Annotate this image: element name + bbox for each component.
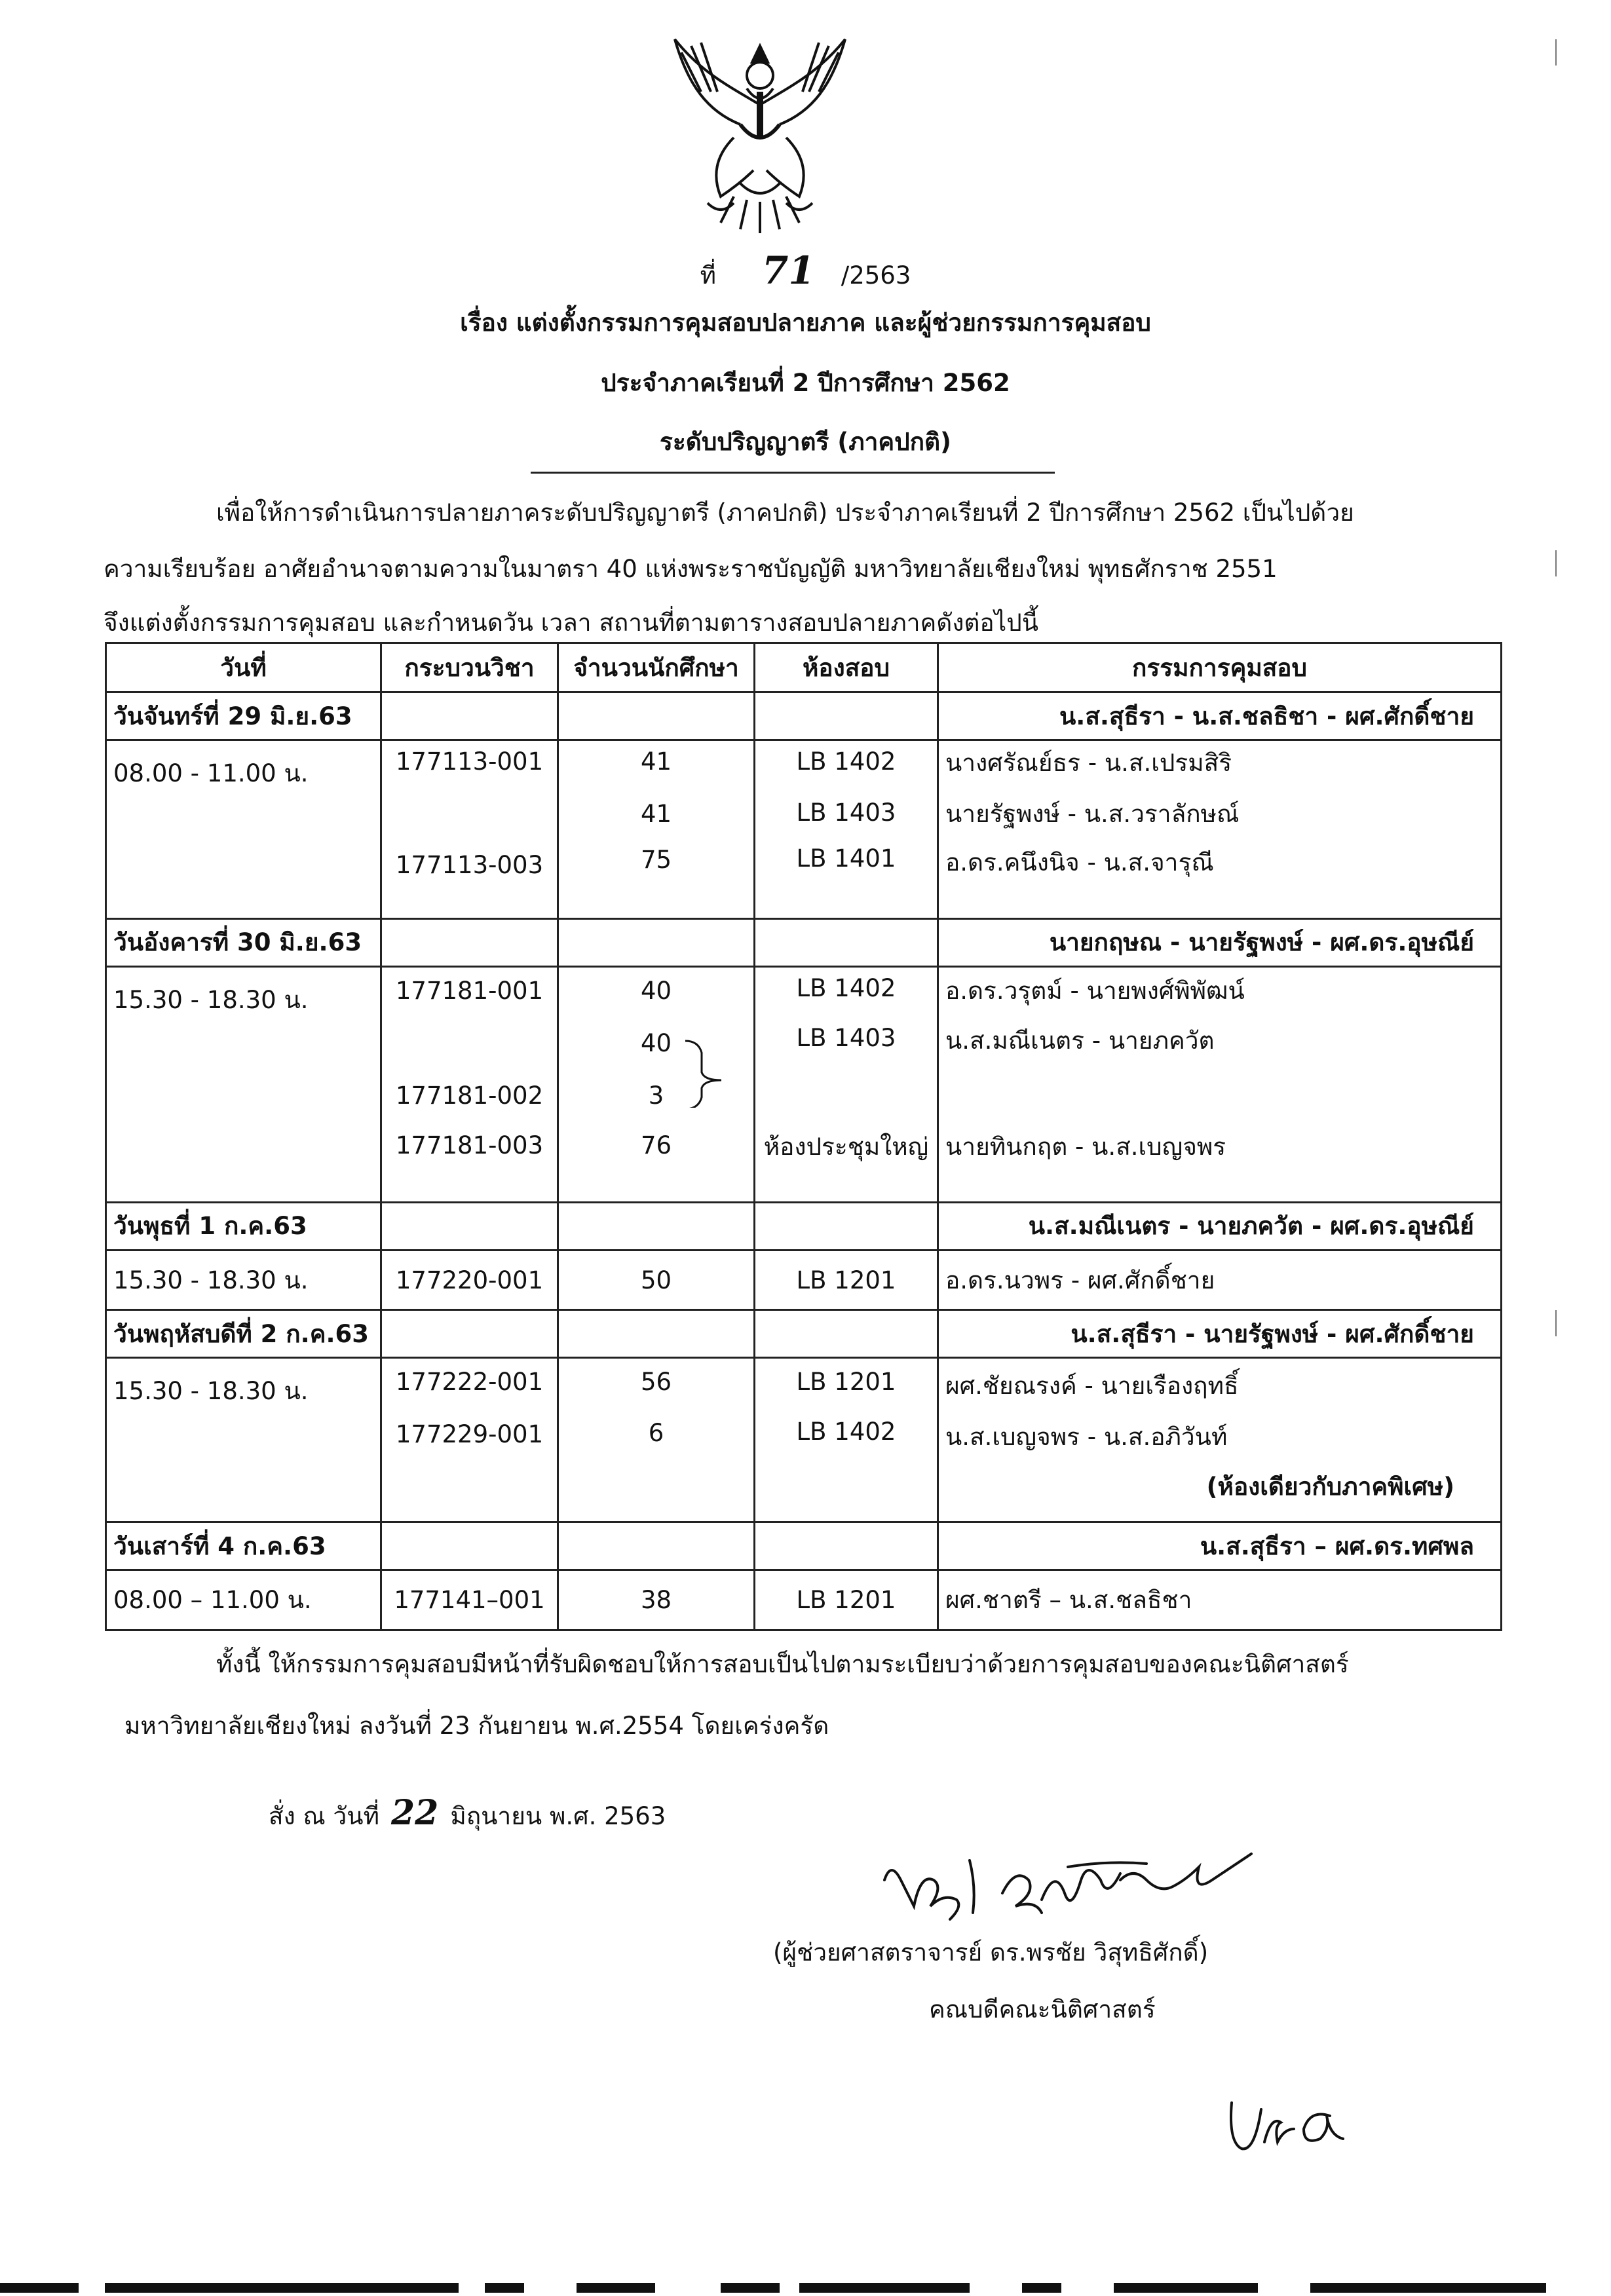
day-row [106, 1202, 1502, 1250]
proctor-names: นายรัฐพงษ์ - น.ส.วราลักษณ์ [945, 800, 1240, 829]
day-row [106, 1310, 1502, 1358]
table-row [106, 740, 1502, 919]
signer-name: (ผู้ช่วยศาสตราจารย์ ดร.พรชัย วิสุทธิศักดิ์) [773, 1938, 1209, 1967]
level-line: ระดับปริญญาตรี (ภาคปกติ) [660, 428, 951, 456]
table-row [106, 1358, 1502, 1522]
day-label: วันอังคารที่ 30 มิ.ย.63 [106, 918, 381, 966]
head-committee: น.ส.สุธีรา - น.ส.ชลธิชา - ผศ.ศักดิ์ชาย [938, 692, 1502, 740]
exam-schedule-table [105, 642, 1502, 1631]
handwritten-initials-icon [1219, 2090, 1363, 2162]
col-header-room: ห้องสอบ [755, 643, 938, 692]
day-row [106, 918, 1502, 966]
course-code: 177113-003 [395, 851, 544, 880]
exam-room: ห้องประชุมใหญ่ [763, 1132, 929, 1161]
head-committee: น.ส.มณีเนตร - นายภควัต - ผศ.ดร.อุษณีย์ [938, 1202, 1502, 1250]
exam-time: 15.30 - 18.30 น. [106, 966, 381, 1202]
table-row [106, 1570, 1502, 1630]
col-header-course: กระบวนวิชา [381, 643, 558, 692]
student-count: 76 [640, 1131, 672, 1159]
garuda-emblem-icon [662, 26, 858, 242]
table-row [106, 966, 1502, 1202]
exam-room: LB 1403 [796, 1023, 896, 1052]
order-date-suffix: มิถุนายน พ.ศ. 2563 [450, 1802, 666, 1830]
day-label: วันพุธที่ 1 ก.ค.63 [106, 1202, 381, 1250]
scan-edge-marks [0, 2280, 1611, 2296]
proctor-names: อ.ดร.คนึงนิจ - น.ส.จารุณี [945, 848, 1214, 877]
doc-number-prefix: ที่ [700, 261, 717, 290]
title-divider [531, 472, 1055, 474]
student-count: 40 [640, 1028, 672, 1057]
semester-line: ประจำภาคเรียนที่ 2 ปีการศึกษา 2562 [601, 369, 1010, 397]
footer-paragraph-1: ทั้งนี้ ให้กรรมการคุมสอบมีหน้าที่รับผิดชอบให้การสอบเป็นไปตามระเบียบว่าด้วยการคุมสอบของคณะนิติศาสตร์ [216, 1650, 1349, 1678]
course-code: 177220-001 [381, 1250, 558, 1310]
course-code: 177181-001 [395, 976, 544, 1005]
proctor-names: อ.ดร.วรุตม์ - นายพงศ์พิพัฒน์ [945, 976, 1245, 1005]
intro-paragraph-3: จึงแต่งตั้งกรรมการคุมสอบ และกำหนดวัน เวลา สถานที่ตามตารางสอบปลายภาคดังต่อไปนี้ [104, 609, 1039, 637]
student-count: 38 [558, 1570, 755, 1630]
student-count: 3 [648, 1081, 664, 1110]
exam-room: LB 1201 [796, 1368, 896, 1397]
order-day-handwritten: 22 [390, 1793, 439, 1833]
proctor-names: น.ส.เบญจพร - น.ส.อภิวันท์ [945, 1423, 1228, 1452]
col-header-committee: กรรมการคุมสอบ [938, 643, 1502, 692]
exam-room: LB 1201 [755, 1570, 938, 1630]
subject-line: เรื่อง แต่งตั้งกรรมการคุมสอบปลายภาค และผู้ช่วยกรรมการคุมสอบ [460, 309, 1151, 337]
exam-time: 08.00 - 11.00 น. [106, 740, 381, 919]
exam-time: 08.00 – 11.00 น. [106, 1570, 381, 1630]
student-count: 41 [640, 747, 672, 776]
proctor-names: นายทินกฤต - น.ส.เบญจพร [945, 1132, 1226, 1161]
proctor-names: นางศรัณย์ธร - น.ส.เปรมสิริ [945, 749, 1232, 778]
student-count: 40 [640, 976, 672, 1005]
student-count: 56 [640, 1368, 672, 1397]
doc-number-handwritten: 71 [762, 248, 815, 293]
proctor-names: ผศ.ชาตรี – น.ส.ชลธิชา [938, 1570, 1502, 1630]
course-code: 177181-002 [395, 1081, 544, 1110]
day-row [106, 1522, 1502, 1570]
student-count: 6 [648, 1419, 664, 1448]
exam-room: LB 1403 [796, 799, 896, 827]
day-row [106, 692, 1502, 740]
table-header-row [106, 643, 1502, 692]
proctor-names: น.ส.มณีเนตร - นายภควัต [945, 1026, 1215, 1055]
bracket-icon [682, 1036, 741, 1108]
order-date [269, 1793, 666, 1833]
signature-icon [871, 1841, 1278, 1946]
student-count: 50 [558, 1250, 755, 1310]
table-row [106, 1250, 1502, 1310]
document-number [0, 248, 1611, 293]
exam-time: 15.30 - 18.30 น. [106, 1358, 381, 1522]
head-committee: น.ส.สุธีรา - นายรัฐพงษ์ - ผศ.ศักดิ์ชาย [938, 1310, 1502, 1358]
col-header-date: วันที่ [106, 643, 381, 692]
intro-paragraph-1: เพื่อให้การดำเนินการปลายภาคระดับปริญญาตรี (ภาคปกติ) ประจำภาคเรียนที่ 2 ปีการศึกษา 2562 เป็นไปด้วย [216, 499, 1354, 527]
signer-position: คณบดีคณะนิติศาสตร์ [929, 1995, 1156, 2023]
exam-room: LB 1402 [796, 1418, 896, 1446]
scan-margin-mark [1555, 1310, 1557, 1336]
proctor-names: อ.ดร.นวพร - ผศ.ศักดิ์ชาย [938, 1250, 1502, 1310]
col-header-students: จำนวนนักศึกษา [558, 643, 755, 692]
day-label: วันเสาร์ที่ 4 ก.ค.63 [106, 1522, 381, 1570]
exam-room: LB 1402 [796, 747, 896, 776]
course-code: 177181-003 [395, 1131, 544, 1159]
room-note: (ห้องเดียวกับภาคพิเศษ) [1206, 1473, 1454, 1501]
proctor-names: ผศ.ชัยณรงค์ - นายเรืองฤทธิ์ [945, 1372, 1239, 1401]
day-label: วันจันทร์ที่ 29 มิ.ย.63 [106, 692, 381, 740]
head-committee: นายกฤษณ - นายรัฐพงษ์ - ผศ.ดร.อุษณีย์ [938, 918, 1502, 966]
student-count: 75 [640, 846, 672, 875]
doc-number-suffix: /2563 [841, 261, 911, 290]
course-code: 177229-001 [395, 1420, 544, 1449]
exam-room: LB 1401 [796, 844, 896, 873]
scan-margin-mark [1555, 550, 1557, 576]
course-code: 177222-001 [395, 1368, 544, 1397]
course-code: 177141–001 [381, 1570, 558, 1630]
footer-paragraph-2: มหาวิทยาลัยเชียงใหม่ ลงวันที่ 23 กันยายน พ.ศ.2554 โดยเคร่งครัด [124, 1712, 829, 1740]
day-label: วันพฤหัสบดีที่ 2 ก.ค.63 [106, 1310, 381, 1358]
head-committee: น.ส.สุธีรา – ผศ.ดร.ทศพล [938, 1522, 1502, 1570]
order-date-prefix: สั่ง ณ วันที่ [269, 1802, 379, 1830]
scan-margin-mark [1555, 39, 1557, 66]
intro-paragraph-2: ความเรียบร้อย อาศัยอำนาจตามความในมาตรา 40 แห่งพระราชบัญญัติ มหาวิทยาลัยเชียงใหม่ พุทธศักราช 2551 [104, 555, 1278, 583]
course-code: 177113-001 [395, 747, 544, 776]
student-count: 41 [640, 800, 672, 829]
exam-room: LB 1201 [755, 1250, 938, 1310]
exam-room: LB 1402 [796, 973, 896, 1002]
exam-time: 15.30 - 18.30 น. [106, 1250, 381, 1310]
